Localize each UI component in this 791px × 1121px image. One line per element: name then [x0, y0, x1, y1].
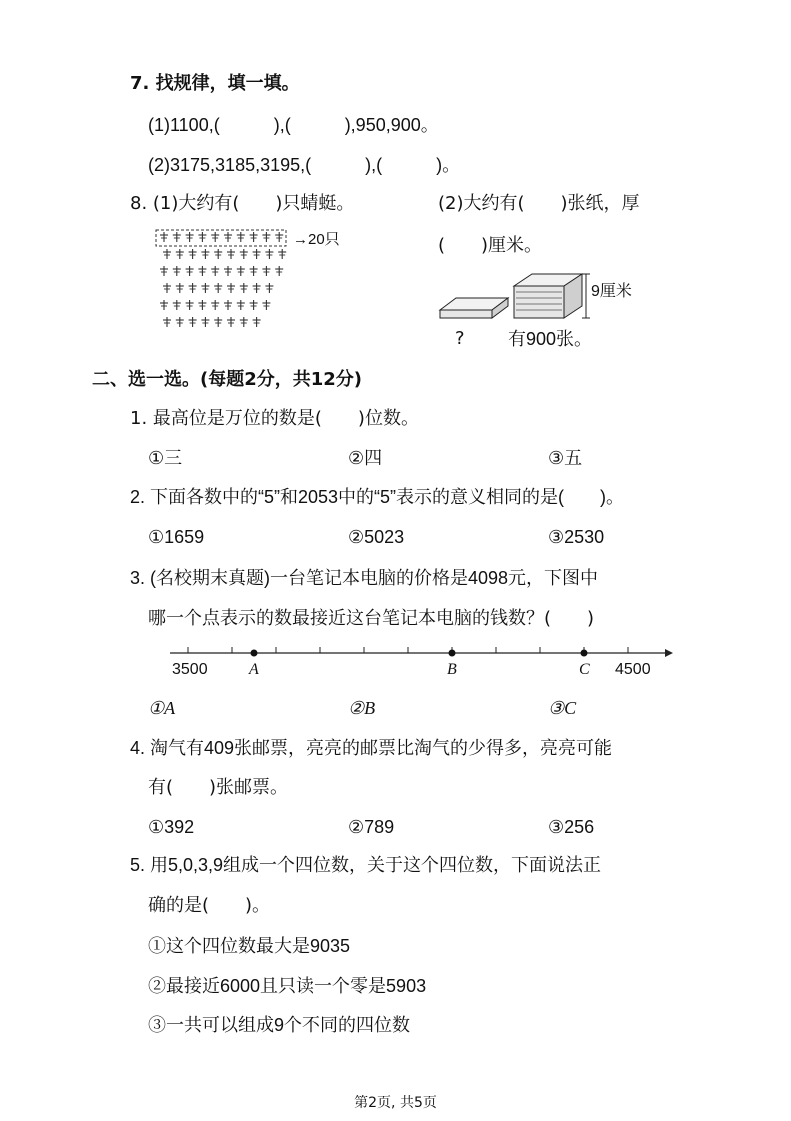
dragonfly-icon	[201, 249, 209, 259]
s2-q3-option-1: ①A	[148, 698, 176, 718]
dragonfly-icon	[189, 283, 197, 293]
s2-q2-option-3: ③2530	[548, 527, 605, 547]
number-line-start-label: 3500	[172, 661, 208, 678]
dragonfly-icon	[163, 283, 171, 293]
s2-q3-stem-line1: 3. (名校期末真题)一台笔记本电脑的价格是4098元，下图中	[130, 568, 599, 588]
dragonfly-icon	[211, 266, 219, 276]
dragonfly-icon	[227, 317, 235, 327]
s2-q1-option-3: ③五	[548, 448, 583, 469]
dragonfly-icon	[160, 300, 168, 310]
point-a-label: A	[249, 661, 259, 678]
dragonfly-icon	[275, 266, 283, 276]
dragonfly-icon	[214, 249, 222, 259]
dragonfly-label: →20只	[293, 231, 340, 248]
dragonfly-icon	[275, 232, 283, 242]
dragonfly-icon	[198, 300, 206, 310]
s2-q4-option-1: ①392	[148, 817, 195, 837]
height-label: 9厘米	[591, 283, 632, 300]
section2-title: 二、选一选。(每题2分，共12分)	[92, 369, 363, 390]
dragonfly-icon	[163, 317, 171, 327]
dragonfly-icon	[211, 300, 219, 310]
dragonfly-icon	[265, 249, 273, 259]
point-b-dot	[449, 650, 456, 657]
number-line	[160, 638, 680, 682]
dragonfly-icon	[176, 317, 184, 327]
point-c-label: C	[579, 661, 590, 678]
s2-q3-option-2: ②B	[348, 698, 376, 718]
dragonfly-icon	[237, 300, 245, 310]
dragonfly-icon	[201, 317, 209, 327]
s2-q5-option-1: ①这个四位数最大是9035	[148, 936, 351, 956]
dragonfly-icon	[250, 300, 258, 310]
dragonfly-icon	[237, 232, 245, 242]
stack-label: 有900张。	[508, 329, 593, 349]
dragonfly-icon	[198, 266, 206, 276]
q8-part1: 8. (1)大约有( )只蜻蜓。	[130, 193, 355, 214]
dragonfly-icon	[160, 266, 168, 276]
point-c-dot	[581, 650, 588, 657]
point-a-dot	[251, 650, 258, 657]
s2-q2-option-2: ②5023	[348, 527, 405, 547]
dragonfly-icon	[253, 317, 261, 327]
page-footer: 第2页, 共5页	[354, 1095, 437, 1111]
dragonfly-icon	[214, 317, 222, 327]
s2-q5-option-2: ②最接近6000且只读一个零是5903	[148, 976, 427, 996]
s2-q4-stem-line2: 有( )张邮票。	[148, 777, 289, 798]
paper-stack-image	[436, 268, 706, 326]
dragonfly-icon	[201, 283, 209, 293]
dragonfly-icon	[224, 300, 232, 310]
dragonfly-icon	[237, 266, 245, 276]
dragonfly-icon	[186, 266, 194, 276]
dragonfly-icon	[211, 232, 219, 242]
dragonfly-icon	[278, 249, 286, 259]
dragonfly-icons	[160, 232, 286, 327]
dragonfly-icon	[227, 283, 235, 293]
dragonfly-icon	[240, 249, 248, 259]
s2-q4-option-3: ③256	[548, 817, 595, 837]
q8-part2-line1: (2)大约有( )张纸，厚	[438, 193, 640, 214]
point-b-label: B	[447, 661, 457, 678]
s2-q1-option-2: ②四	[348, 448, 383, 469]
dragonfly-icon	[198, 232, 206, 242]
dragonfly-icon	[227, 249, 235, 259]
dragonfly-icon	[173, 266, 181, 276]
dragonfly-icon	[240, 317, 248, 327]
dragonfly-icon	[250, 232, 258, 242]
s2-q3-option-3: ③C	[548, 698, 577, 718]
dragonfly-icon	[160, 232, 168, 242]
dragonfly-icon	[173, 300, 181, 310]
dragonfly-icon	[253, 283, 261, 293]
number-line-end-label: 4500	[615, 661, 651, 678]
dragonfly-icon	[262, 232, 270, 242]
dragonfly-icon	[163, 249, 171, 259]
s2-q3-stem-line2: 哪一个点表示的数最接近这台笔记本电脑的钱数？( )	[148, 608, 595, 629]
s2-q5-option-3: ③一共可以组成9个不同的四位数	[148, 1015, 411, 1035]
s2-q5-stem-line1: 5. 用5,0,3,9组成一个四位数，关于这个四位数，下面说法正	[130, 855, 602, 875]
dragonfly-icon	[253, 249, 261, 259]
dragonfly-icon	[189, 317, 197, 327]
dragonfly-icon	[262, 266, 270, 276]
dragonfly-icon	[173, 232, 181, 242]
question-mark: ?	[455, 328, 465, 349]
dragonfly-icon	[265, 283, 273, 293]
s2-q2-stem: 2. 下面各数中的“5”和2053中的“5”表示的意义相同的是( )。	[130, 487, 625, 507]
s2-q1-option-1: ①三	[148, 448, 183, 469]
dragonfly-icon	[186, 232, 194, 242]
dragonfly-icon	[250, 266, 258, 276]
dragonfly-icon	[262, 300, 270, 310]
dragonfly-icon	[214, 283, 222, 293]
number-line-arrow	[665, 649, 673, 657]
dragonfly-icon	[176, 283, 184, 293]
s2-q5-stem-line2: 确的是( )。	[148, 895, 271, 916]
q8-part2-line2: ( )厘米。	[438, 235, 543, 256]
q7-title: 7. 找规律，填一填。	[130, 73, 300, 94]
q7-line1: (1)1100,( ),( ),950,900。	[148, 115, 439, 135]
dragonfly-icon	[224, 266, 232, 276]
dragonfly-icon	[240, 283, 248, 293]
q7-line2: (2)3175,3185,3195,( ),( )。	[148, 155, 461, 175]
s2-q1-stem: 1. 最高位是万位的数是( )位数。	[130, 408, 419, 429]
s2-q4-stem-line1: 4. 淘气有409张邮票，亮亮的邮票比淘气的少得多，亮亮可能	[130, 738, 613, 758]
dragonfly-grid-image	[150, 228, 360, 340]
dragonfly-icon	[186, 300, 194, 310]
dragonfly-icon	[189, 249, 197, 259]
s2-q4-option-2: ②789	[348, 817, 395, 837]
dragonfly-icon	[224, 232, 232, 242]
dragonfly-icon	[176, 249, 184, 259]
s2-q2-option-1: ①1659	[148, 527, 205, 547]
